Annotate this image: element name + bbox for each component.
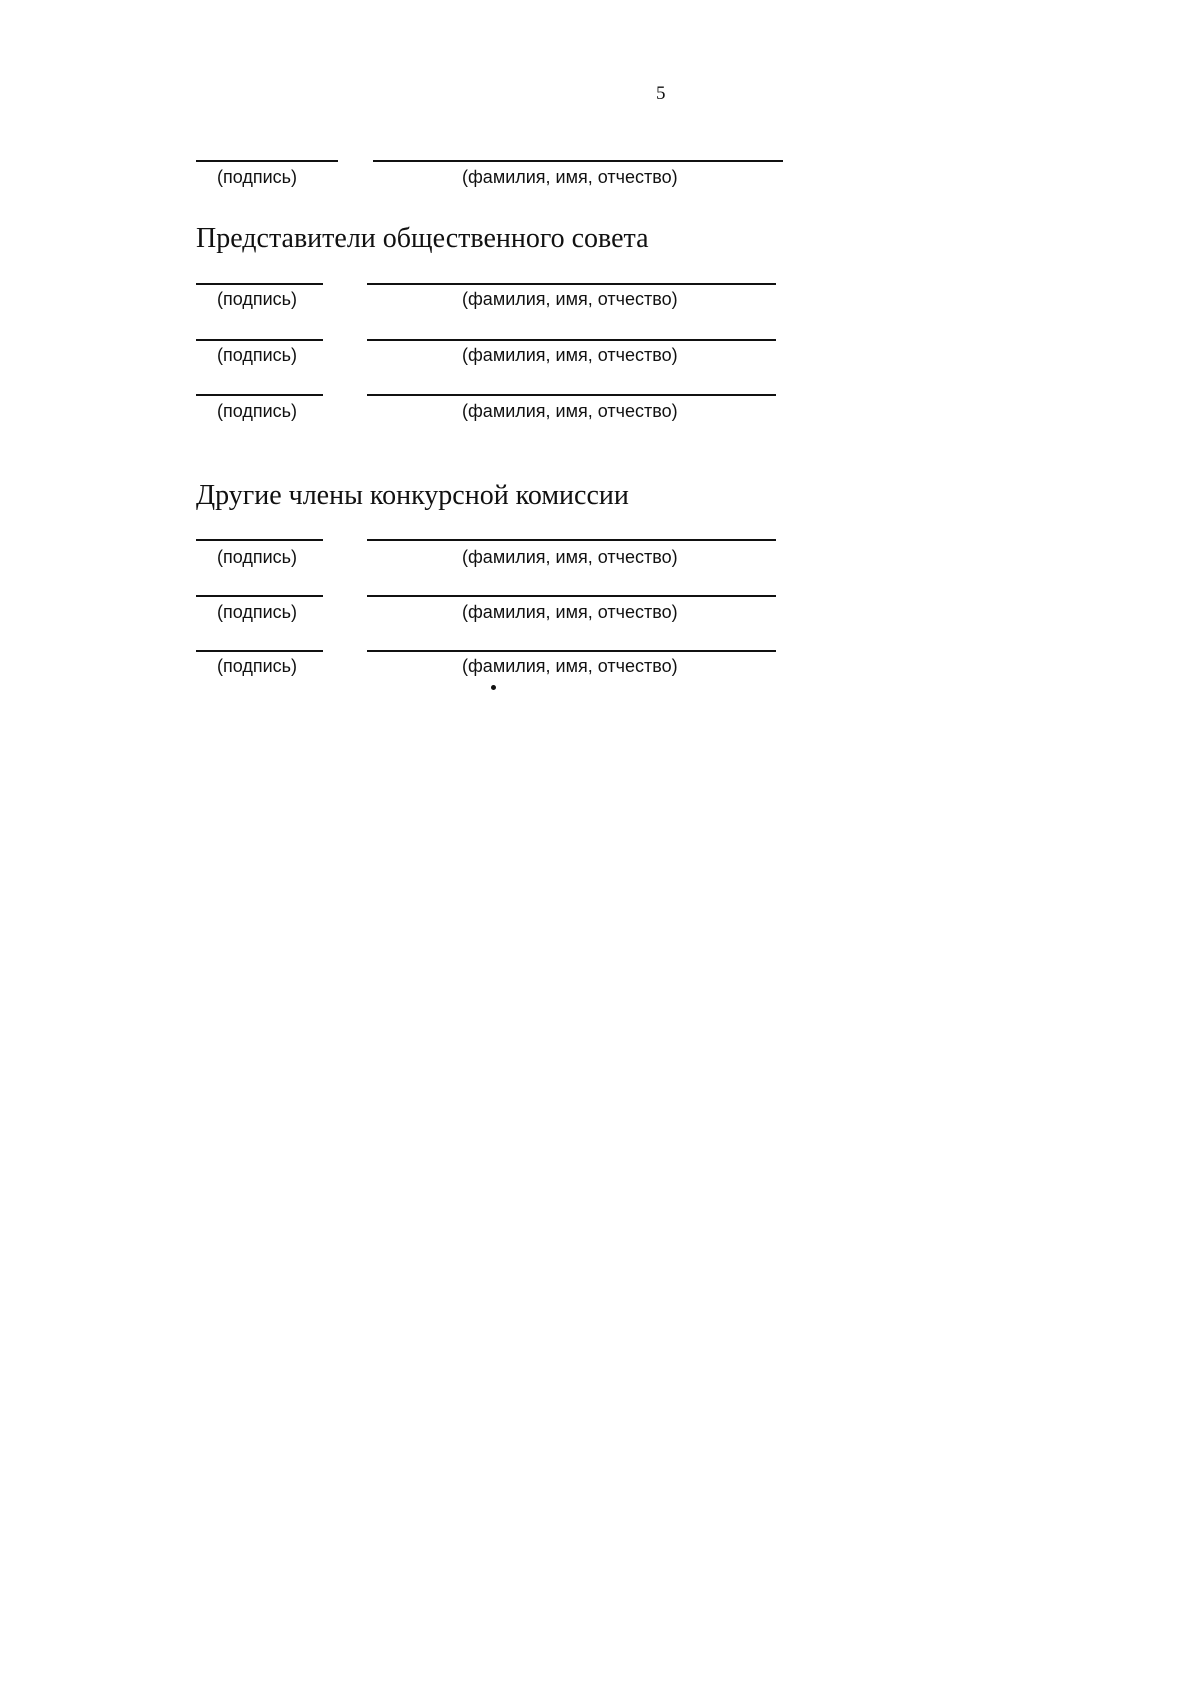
name-line [367, 283, 776, 285]
name-line [367, 394, 776, 396]
signature-line [196, 650, 323, 652]
signature-line [196, 539, 323, 541]
signature-caption: (подпись) [217, 289, 298, 309]
signature-line [196, 339, 323, 341]
name-line [367, 339, 776, 341]
stray-dot [491, 685, 496, 690]
name-line [373, 160, 783, 162]
name-caption: (фамилия, имя, отчество) [462, 656, 678, 676]
section-heading: Другие члены конкурсной комиссии [196, 480, 629, 511]
name-caption: (фамилия, имя, отчество) [462, 602, 678, 622]
name-line [367, 539, 776, 541]
signature-line [196, 394, 323, 396]
name-line [367, 595, 776, 597]
signature-caption: (подпись) [217, 401, 298, 421]
name-line [367, 650, 776, 652]
signature-caption: (подпись) [217, 547, 298, 567]
name-caption: (фамилия, имя, отчество) [462, 289, 678, 309]
name-caption: (фамилия, имя, отчество) [462, 345, 678, 365]
signature-caption: (подпись) [217, 167, 298, 187]
section-heading: Представители общественного совета [196, 223, 649, 254]
page-number: 5 [656, 83, 666, 104]
name-caption: (фамилия, имя, отчество) [462, 167, 678, 187]
signature-line [196, 160, 338, 162]
name-caption: (фамилия, имя, отчество) [462, 547, 678, 567]
signature-line [196, 595, 323, 597]
signature-caption: (подпись) [217, 656, 298, 676]
signature-caption: (подпись) [217, 602, 298, 622]
signature-caption: (подпись) [217, 345, 298, 365]
signature-line [196, 283, 323, 285]
name-caption: (фамилия, имя, отчество) [462, 401, 678, 421]
